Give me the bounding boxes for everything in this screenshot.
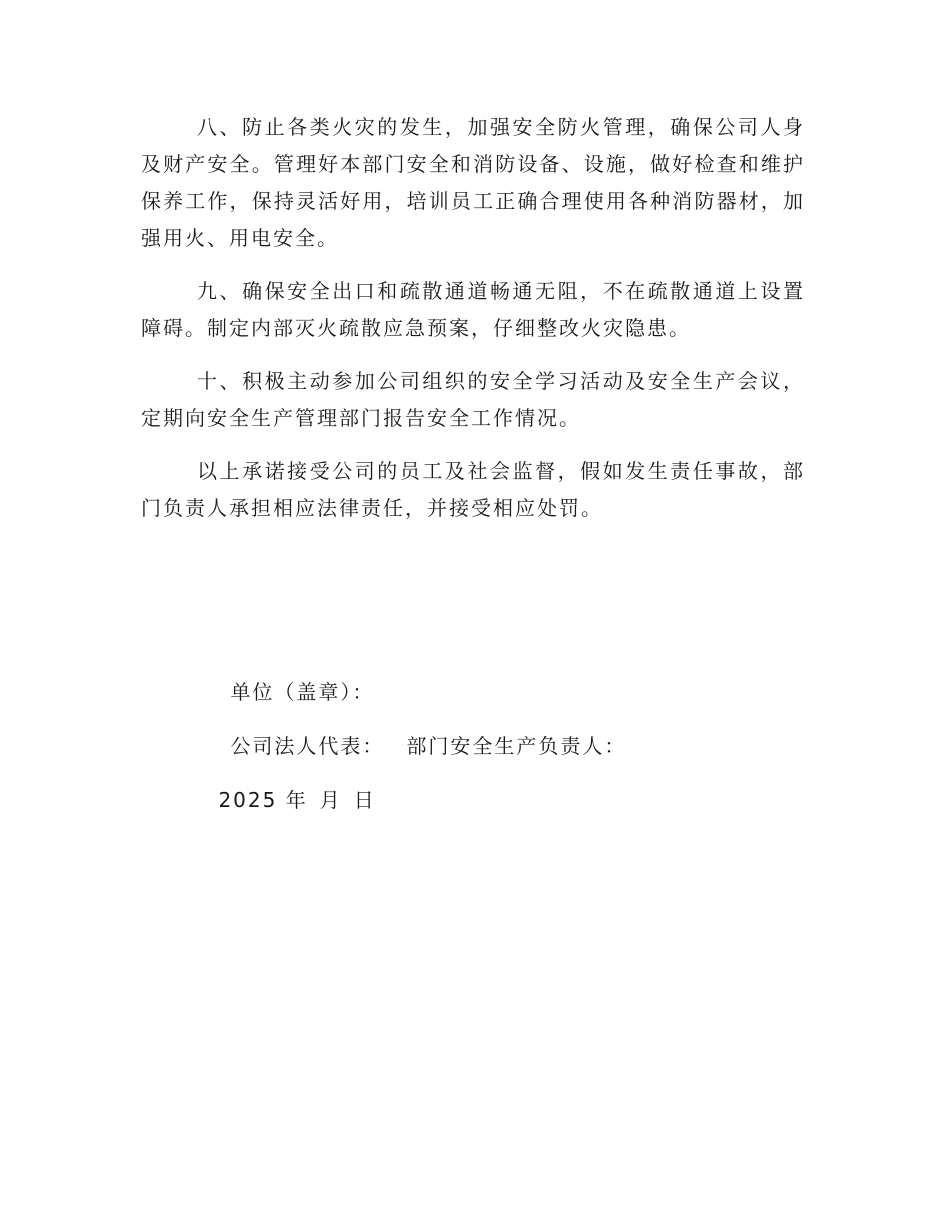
clause-8-paragraph: 八、防止各类火灾的发生，加强安全防火管理，确保公司人身及财产安全。管理好本部门安全和消防设备、设施，做好检查和维护保养工作，保持灵活好用，培训员工正确合理使用各种消防器材，加强用火、用电安全。 bbox=[141, 115, 805, 250]
date-line bbox=[185, 758, 376, 842]
date-year: 2025 年 bbox=[218, 788, 308, 812]
clause-10-paragraph: 十、积极主动参加公司组织的安全学习活动及安全生产会议，定期向安全生产管理部门报告安全工作情况。 bbox=[141, 369, 805, 430]
date-day: 日 bbox=[353, 788, 376, 812]
department-safety-head-label: 部门安全生产负责人： bbox=[406, 734, 627, 758]
clause-9-paragraph: 九、确保安全出口和疏散通道畅通无阻，不在疏散通道上设置障碍。制定内部灭火疏散应急预案，仔细整改火灾隐患。 bbox=[141, 279, 805, 340]
document-body bbox=[141, 109, 805, 543]
commitment-paragraph: 以上承诺接受公司的员工及社会监督，假如发生责任事故，部门负责人承担相应法律责任，并接受相应处罚。 bbox=[141, 459, 805, 520]
legal-representative-label: 公司法人代表： bbox=[230, 734, 385, 758]
unit-seal-label: 单位（盖章）： bbox=[230, 680, 375, 704]
date-month: 月 bbox=[319, 788, 342, 812]
